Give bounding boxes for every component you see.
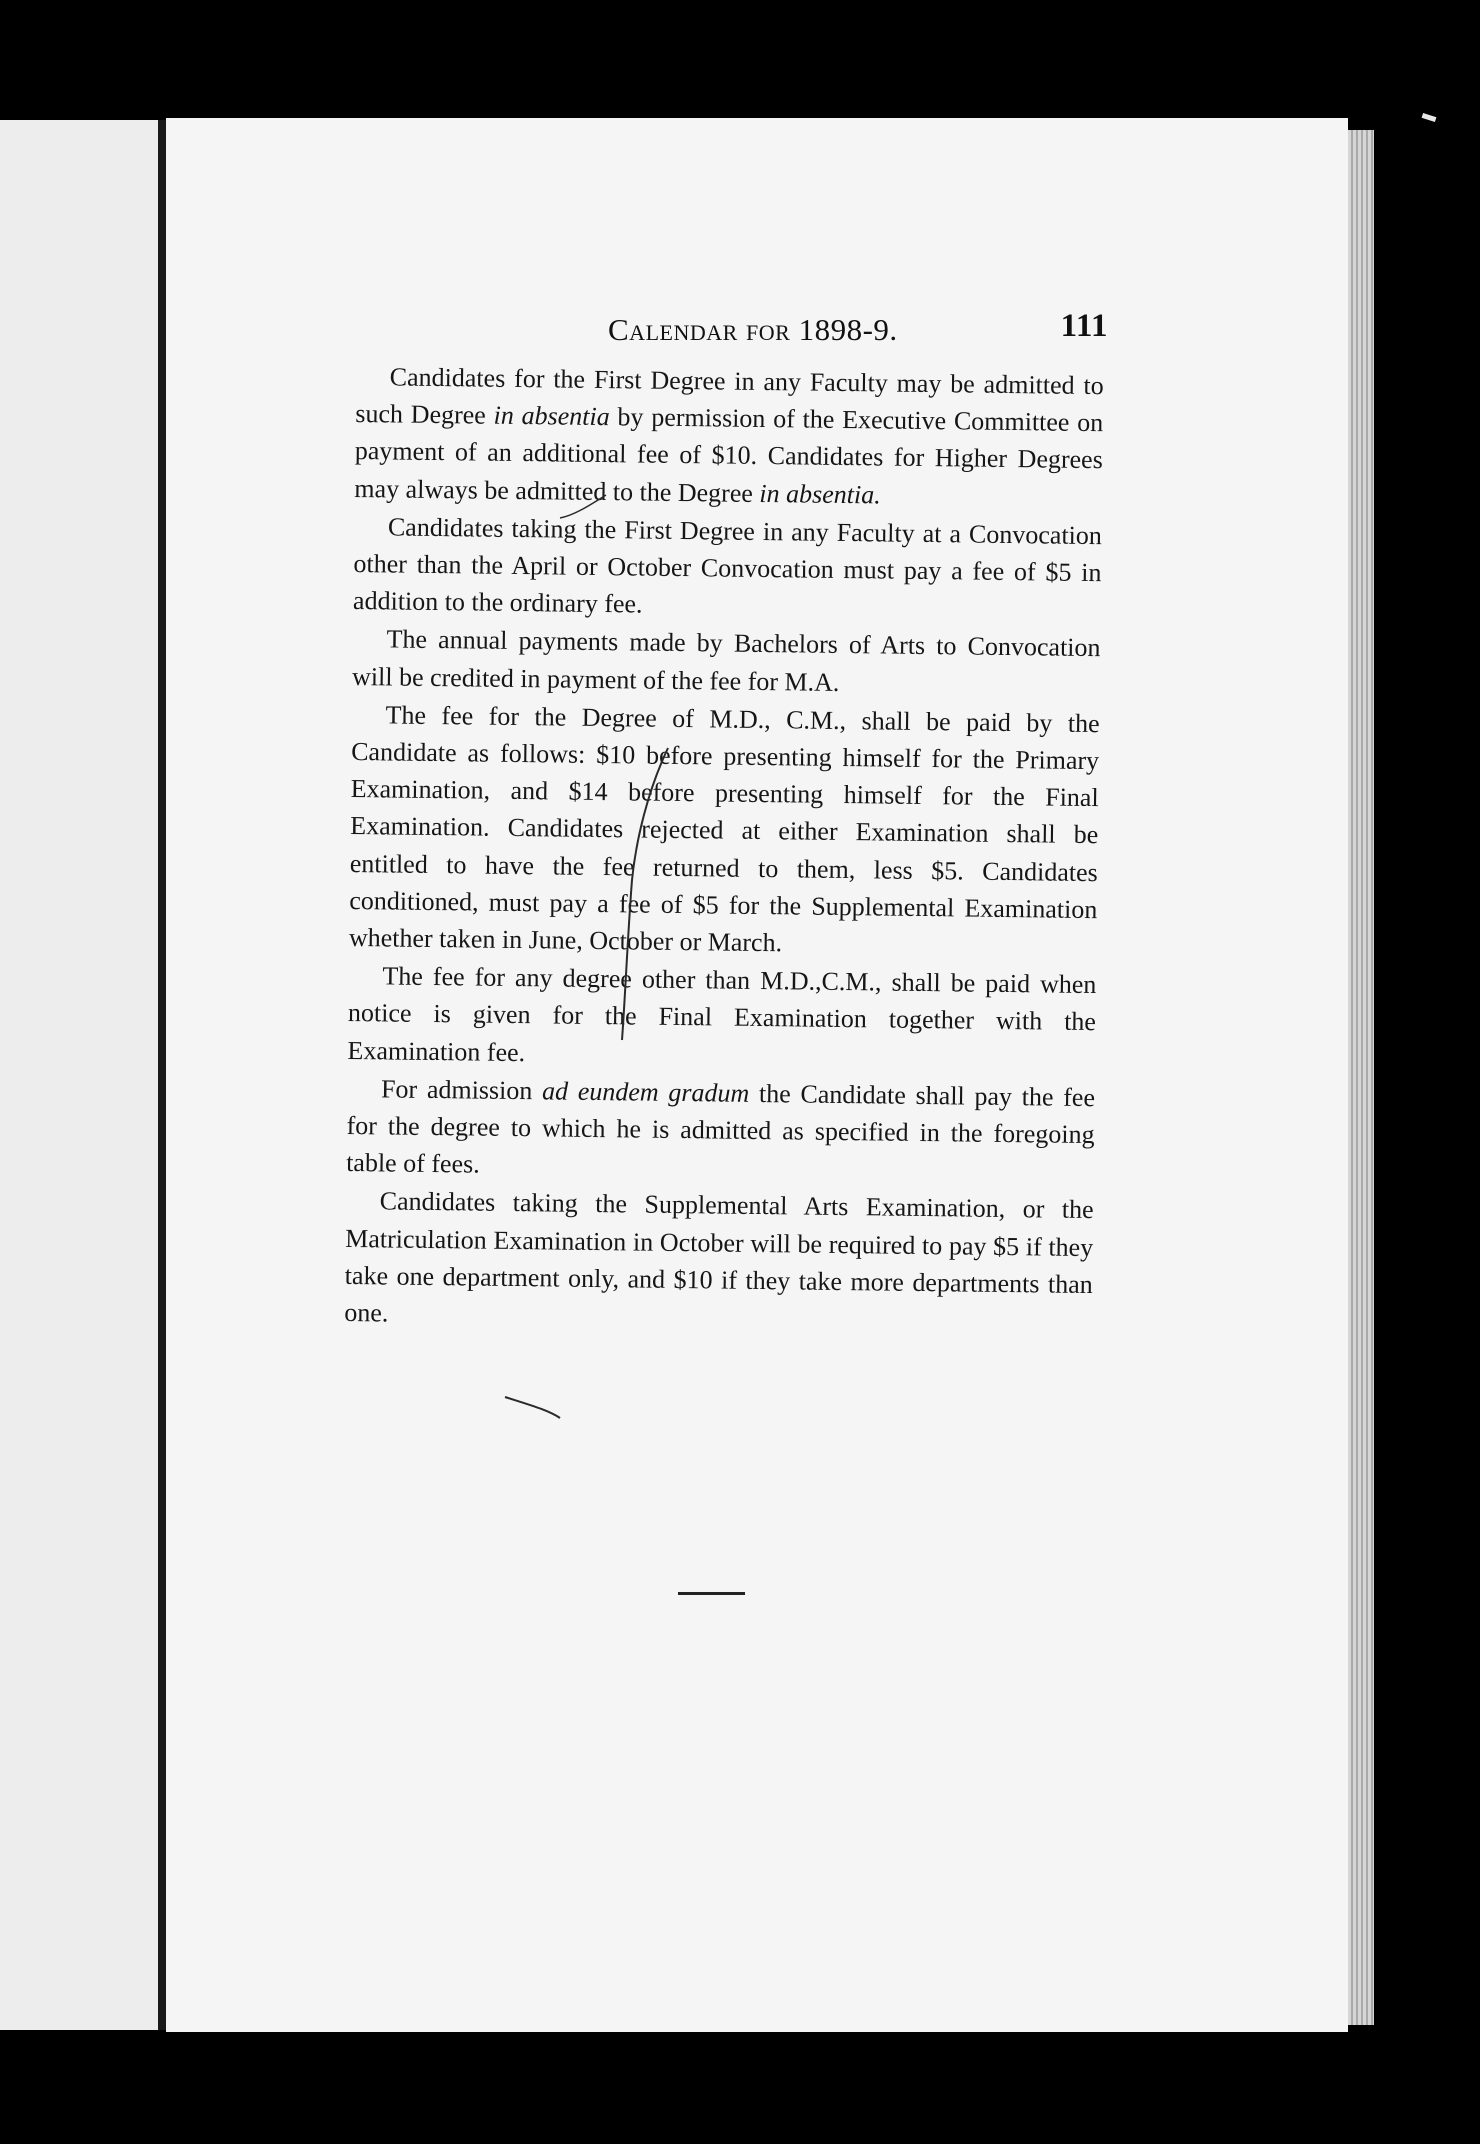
- page-stack-edge: [1348, 130, 1374, 2025]
- corner-mark: [1422, 113, 1437, 122]
- paragraph-3: [352, 620, 1101, 704]
- book-spine: [158, 120, 166, 2030]
- end-rule: [678, 1592, 745, 1595]
- text-run: Candidates taking the First Degree in any Faculty at a Convocation other than the April or October Convocation must pay a fee of $5 in addition to the ordinary fee.: [352, 512, 1103, 619]
- text-run: the Candidate shall pay the fee for the degree to which he is admitted as specified in the foregoing table of fees.: [345, 1078, 1096, 1179]
- text-run: The fee for any degree other than M.D.,C.M., shall be paid when notice is given for the Final Examination together with the Examination fee.: [347, 961, 1097, 1067]
- text-run: The annual payments made by Bachelors of Arts to Convocation will be credited in payment of the fee for M.A.: [351, 624, 1101, 697]
- text-run: by permission of the Executive Committee on payment of an additional fee of $10. Candidates for Higher Degrees may always be admitted to the Degree: [354, 402, 1104, 508]
- italic-phrase: in absentia.: [759, 478, 881, 510]
- body-text: [344, 358, 1104, 1341]
- paragraph-4: [349, 696, 1100, 966]
- italic-phrase: in absentia: [493, 400, 610, 432]
- text-run: The fee for the Degree of M.D., C.M., shall be paid by the Candidate as follows: $10 before presenting himself for the Primary Examination, and $14 before presenting himself for the Final Examination. Candidates rejected at either Examination shall be entitled to have the fee returned to them, less $5. Candidates conditioned, must pay a fee of $5 for the Supplemental Examination whether taken in June, October or March.: [348, 700, 1100, 958]
- paragraph-7: [344, 1182, 1094, 1340]
- running-head-title: Calendar for 1898-9.: [608, 312, 898, 347]
- paragraph-2: [353, 508, 1102, 629]
- text-run: Candidates taking the Supplemental Arts Examination, or the Matriculation Examination in October will be required to pay $5 if they take one department only, and $10 if they take more departments than one.: [344, 1186, 1094, 1328]
- text-run: For admission: [380, 1074, 543, 1106]
- paragraph-6: [346, 1070, 1095, 1191]
- text-run: Candidates for the First Degree in any Faculty may be admitted to such Degree: [355, 362, 1104, 430]
- page-number: 111: [1060, 308, 1108, 344]
- left-page-edge: [0, 120, 160, 2030]
- paragraph-1: [354, 358, 1104, 516]
- paragraph-5: [347, 957, 1096, 1078]
- italic-phrase: ad eundem gradum: [541, 1076, 750, 1108]
- running-head: [608, 308, 1108, 352]
